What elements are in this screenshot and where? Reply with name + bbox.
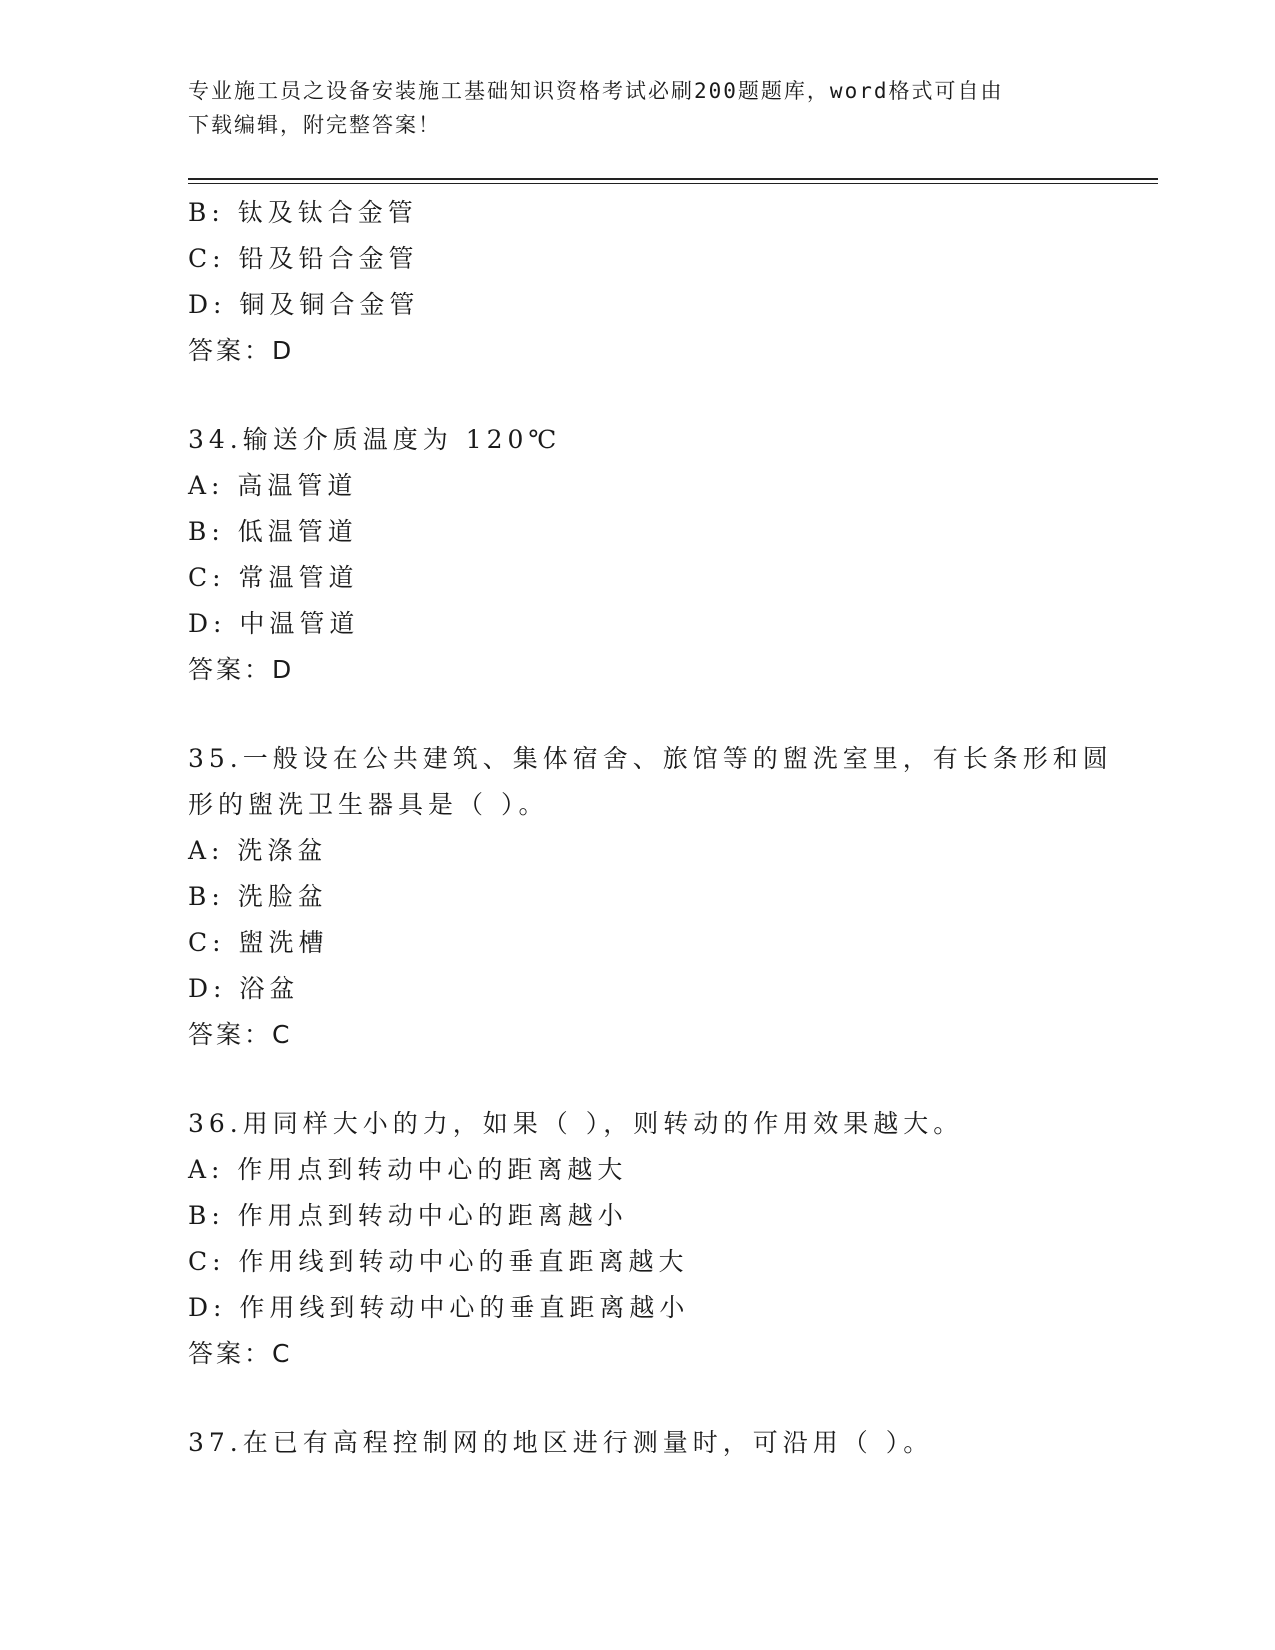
option-b: B: 洗脸盆 <box>188 882 328 911</box>
spacer <box>188 1058 1088 1101</box>
option-b: B: 作用点到转动中心的距离越小 <box>188 1201 628 1230</box>
header-line-1: 专业施工员之设备安装施工基础知识资格考试必刷200题题库，word格式可自由 <box>188 79 1004 103</box>
question-37 <box>188 1420 1088 1466</box>
header-line-2: 下载编辑，附完整答案！ <box>188 113 441 137</box>
question-title: 36.用同样大小的力，如果（ ），则转动的作用效果越大。 <box>188 1109 964 1138</box>
spacer <box>188 374 1088 417</box>
option-c: C: 作用线到转动中心的垂直距离越大 <box>188 1247 689 1276</box>
question-title: 34.输送介质温度为 120℃ <box>188 425 562 454</box>
document-header <box>188 74 1088 142</box>
header-rule-thin <box>188 183 1158 184</box>
answer: 答案：D <box>188 336 295 365</box>
option-a: A: 作用点到转动中心的距离越大 <box>188 1155 628 1184</box>
option-d: D: 中温管道 <box>188 609 360 638</box>
question-35 <box>188 736 1113 1058</box>
option-d: D: 浴盆 <box>188 974 300 1003</box>
question-title <box>188 736 1113 828</box>
option-c: C: 常温管道 <box>188 563 359 592</box>
question-title-line-2: 形的盥洗卫生器具是（ ）。 <box>188 790 549 819</box>
option-b: B: 钛及钛合金管 <box>188 198 418 227</box>
question-36 <box>188 1101 1088 1377</box>
header-rule-thick <box>188 178 1158 180</box>
question-list <box>188 190 1113 1466</box>
spacer <box>188 1377 1088 1420</box>
question-33 <box>188 190 1088 374</box>
option-d: D: 作用线到转动中心的垂直距离越小 <box>188 1293 690 1322</box>
option-b: B: 低温管道 <box>188 517 358 546</box>
option-a: A: 洗涤盆 <box>188 836 328 865</box>
question-title: 37.在已有高程控制网的地区进行测量时，可沿用（ ）。 <box>188 1428 934 1457</box>
answer: 答案：D <box>188 655 295 684</box>
answer: 答案：C <box>188 1339 293 1368</box>
question-title-line-1: 35.一般设在公共建筑、集体宿舍、旅馆等的盥洗室里，有长条形和圆 <box>188 744 1113 773</box>
spacer <box>188 693 1088 736</box>
answer: 答案：C <box>188 1020 293 1049</box>
option-a: A: 高温管道 <box>188 471 358 500</box>
option-d: D: 铜及铜合金管 <box>188 290 420 319</box>
question-34 <box>188 417 1088 693</box>
option-c: C: 盥洗槽 <box>188 928 329 957</box>
option-c: C: 铅及铅合金管 <box>188 244 419 273</box>
